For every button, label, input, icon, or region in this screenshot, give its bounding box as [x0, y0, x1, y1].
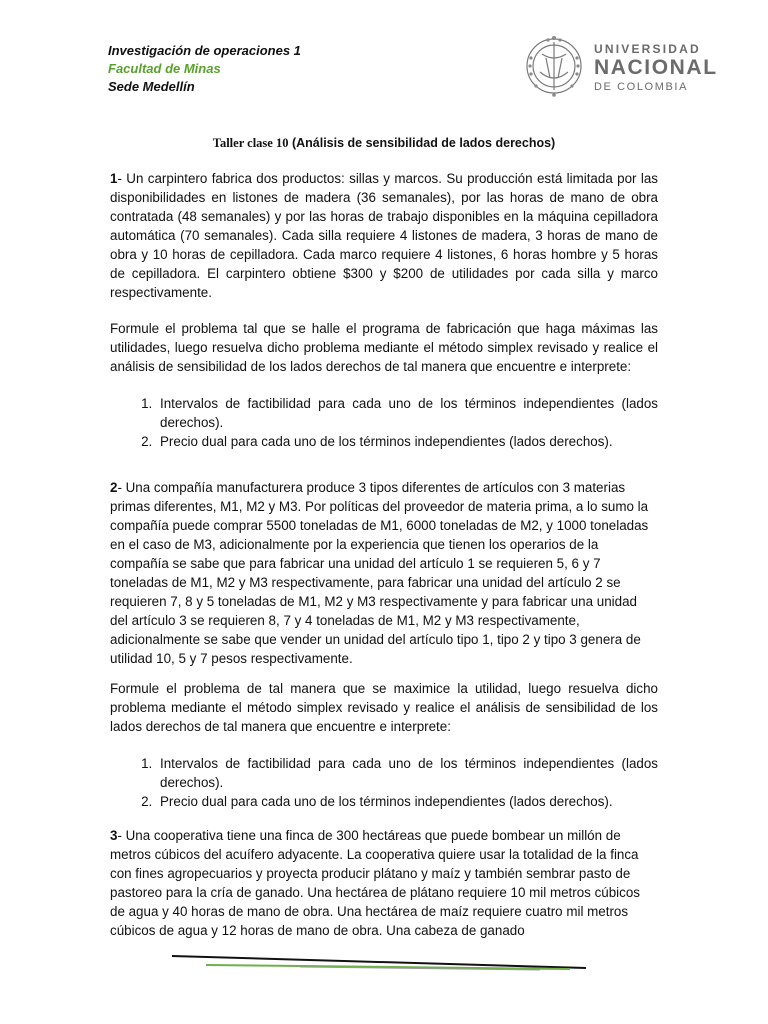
university-logo [522, 28, 718, 104]
problem-1-number: 1 [110, 171, 118, 186]
document-title [0, 136, 768, 151]
course-name: Investigación de operaciones 1 [108, 43, 301, 58]
logo-line-1: UNIVERSIDAD [594, 42, 701, 56]
faculty-name: Facultad de Minas [108, 61, 221, 76]
problem-2-number: 2 [110, 480, 118, 495]
document-header [108, 42, 301, 96]
problem-3-number: 3 [110, 828, 118, 843]
list-item: 2. Precio dual para cada uno de los términos independientes (lados derechos). [156, 432, 658, 451]
problem-3-statement [110, 826, 658, 940]
logo-line-2: NACIONAL [594, 56, 718, 79]
problem-1-statement [110, 169, 658, 302]
document-body [110, 169, 658, 940]
problem-2-task-list [110, 754, 658, 811]
problem-3-text: - Una cooperativa tiene una finca de 300 hectáreas que puede bombear un millón de metros cúbicos del acuífero adyacente. La cooperativa quiere usar la totalidad de la finca con fines agropecuarios y proyecta producir plátano y maíz y también sembrar pasto de pastoreo para la cría de ganado. Una hectárea de plátano requiere 10 mil metros cúbicos de agua y 40 horas de mano de obra. Una hectárea de maíz requiere cuatro mil metros cúbicos de agua y 12 horas de mano de obra. Una cabeza de ganado [110, 828, 640, 938]
list-item: 2. Precio dual para cada uno de los términos independientes (lados derechos). [156, 792, 658, 811]
list-item: 1. Intervalos de factibilidad para cada uno de los términos independientes (lados derechos). [156, 394, 658, 432]
title-subtitle: (Análisis de sensibilidad de lados derechos) [291, 136, 556, 150]
logo-line-3: DE COLOMBIA [594, 81, 689, 93]
title-main: Taller clase 10 [212, 136, 289, 150]
problem-1-instructions: Formule el problema tal que se halle el programa de fabricación que haga máximas las utilidades, luego resuelva dicho problema mediante el método simplex revisado y realice el análisis de sensibilidad de los lados derechos de tal manera que encuentre e interprete: [110, 321, 658, 374]
problem-2-instructions: Formule el problema de tal manera que se maximice la utilidad, luego resuelva dicho problema mediante el método simplex revisado y realice el análisis de sensibilidad de los lados derechos de tal manera que encuentre e interprete: [110, 681, 658, 734]
list-item: 1. Intervalos de factibilidad para cada uno de los términos independientes (lados derechos). [156, 754, 658, 792]
problem-2-statement [110, 478, 658, 668]
campus-name: Sede Medellín [108, 79, 195, 94]
university-name [594, 42, 718, 94]
problem-1-text: - Un carpintero fabrica dos productos: sillas y marcos. Su producción está limitada por las disponibilidades en listones de madera (36 semanales), por las horas de mano de obra contratada (48 semanales) y por las horas de trabajo disponibles en la máquina cepilladora automática (70 semanales). Cada silla requiere 4 listones de madera, 3 horas de mano de obra y 10 horas de cepilladora. Cada marco requiere 4 listones, 6 horas hombre y 5 horas de cepilladora. El carpintero obtiene $300 y $200 de utilidades por cada silla y marco respectivamente. [110, 171, 658, 300]
problem-1-task-list [110, 394, 658, 451]
footer-divider [160, 948, 600, 978]
university-seal-icon [522, 28, 586, 104]
problem-2-text: - Una compañía manufacturera produce 3 tipos diferentes de artículos con 3 materias primas diferentes, M1, M2 y M3. Por políticas del proveedor de materia prima, a lo sumo la compañía puede comprar 5500 toneladas de M1, 6000 toneladas de M2, y 1000 toneladas en el caso de M3, adicionalmente por la experiencia que tienen los operarios de la compañía se sabe que para fabricar una unidad del artículo 1 se requieren 5, 6 y 7 toneladas de M1, M2 y M3 respectivamente, para fabricar una unidad del artículo 2 se requieren 7, 8 y 5 toneladas de M1, M2 y M3 respectivamente y para fabricar una unidad del artículo 3 se requieren 8, 7 y 4 toneladas de M1, M2 y M3 respectivamente, adicionalmente se sabe que vender un unidad del artículo tipo 1, tipo 2 y tipo 3 genera de utilidad 10, 5 y 7 pesos respectivamente. [110, 480, 649, 666]
